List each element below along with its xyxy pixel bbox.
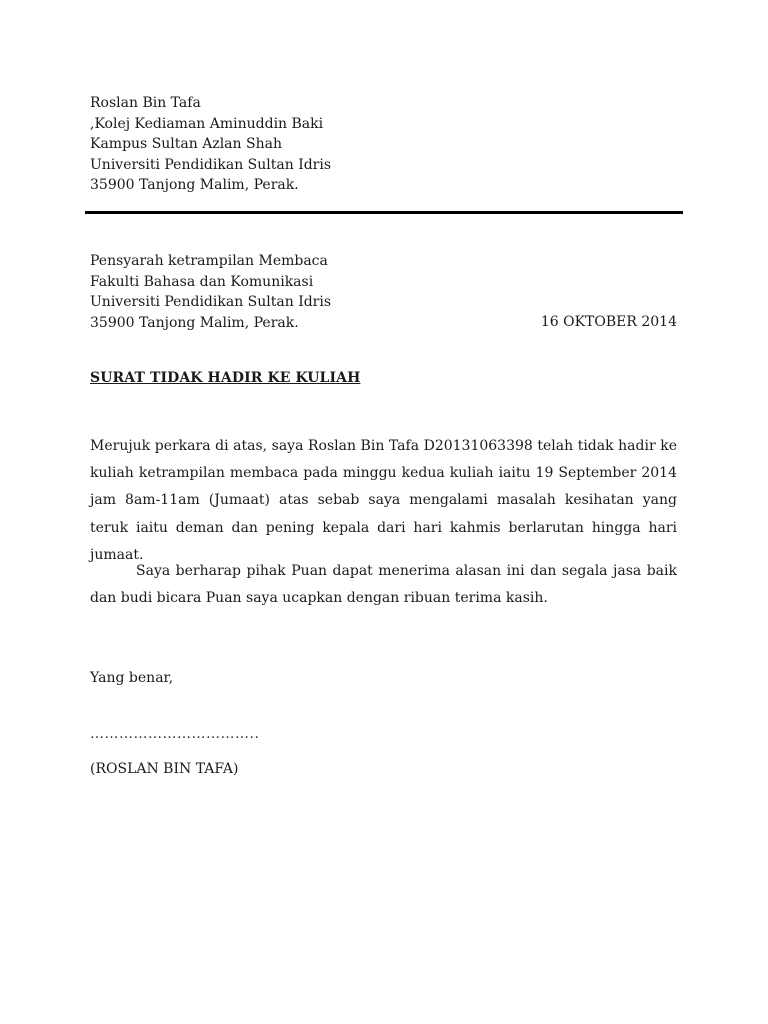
- signature-line: ……………………………..: [90, 726, 260, 742]
- sender-university: Universiti Pendidikan Sultan Idris: [90, 156, 332, 173]
- letter-subject: SURAT TIDAK HADIR KE KULIAH: [90, 370, 361, 386]
- closing-salutation: Yang benar,: [90, 670, 174, 686]
- recipient-address: [90, 251, 331, 333]
- recipient-title: Pensyarah ketrampilan Membaca: [90, 253, 328, 269]
- body-paragraph-2: Saya berharap pihak Puan dapat menerima alasan ini dan segala jasa baik dan budi bicara Puan saya ucapkan dengan ribuan terima kasih.: [90, 563, 677, 607]
- recipient-university: Universiti Pendidikan Sultan Idris: [90, 294, 332, 310]
- sender-residence: ,Kolej Kediaman Aminuddin Baki: [90, 115, 324, 132]
- recipient-faculty: Fakulti Bahasa dan Komunikasi: [90, 273, 314, 290]
- sender-address: [90, 93, 331, 196]
- recipient-postcode: 35900 Tanjong Malim, Perak.: [90, 314, 299, 331]
- sender-name: Roslan Bin Tafa: [90, 95, 201, 111]
- letter-date: 16 OKTOBER 2014: [540, 314, 677, 330]
- sender-campus: Kampus Sultan Azlan Shah: [90, 136, 282, 152]
- sender-postcode: 35900 Tanjong Malim, Perak.: [90, 177, 299, 193]
- body-paragraph-1: Merujuk perkara di atas, saya Roslan Bin Tafa D20131063398 telah tidak hadir ke kuliah ketrampilan membaca pada minggu kedua kuliah iaitu 19 September 2014 jam 8am-11am (Jumaat) atas sebab saya mengalami masalah kesihatan yang teruk iaitu deman dan pening kepala dari hari kahmis berlarutan hingga hari jumaat.: [90, 438, 677, 563]
- signature-name: (ROSLAN BIN TAFA): [90, 761, 239, 777]
- header-divider: [85, 211, 683, 214]
